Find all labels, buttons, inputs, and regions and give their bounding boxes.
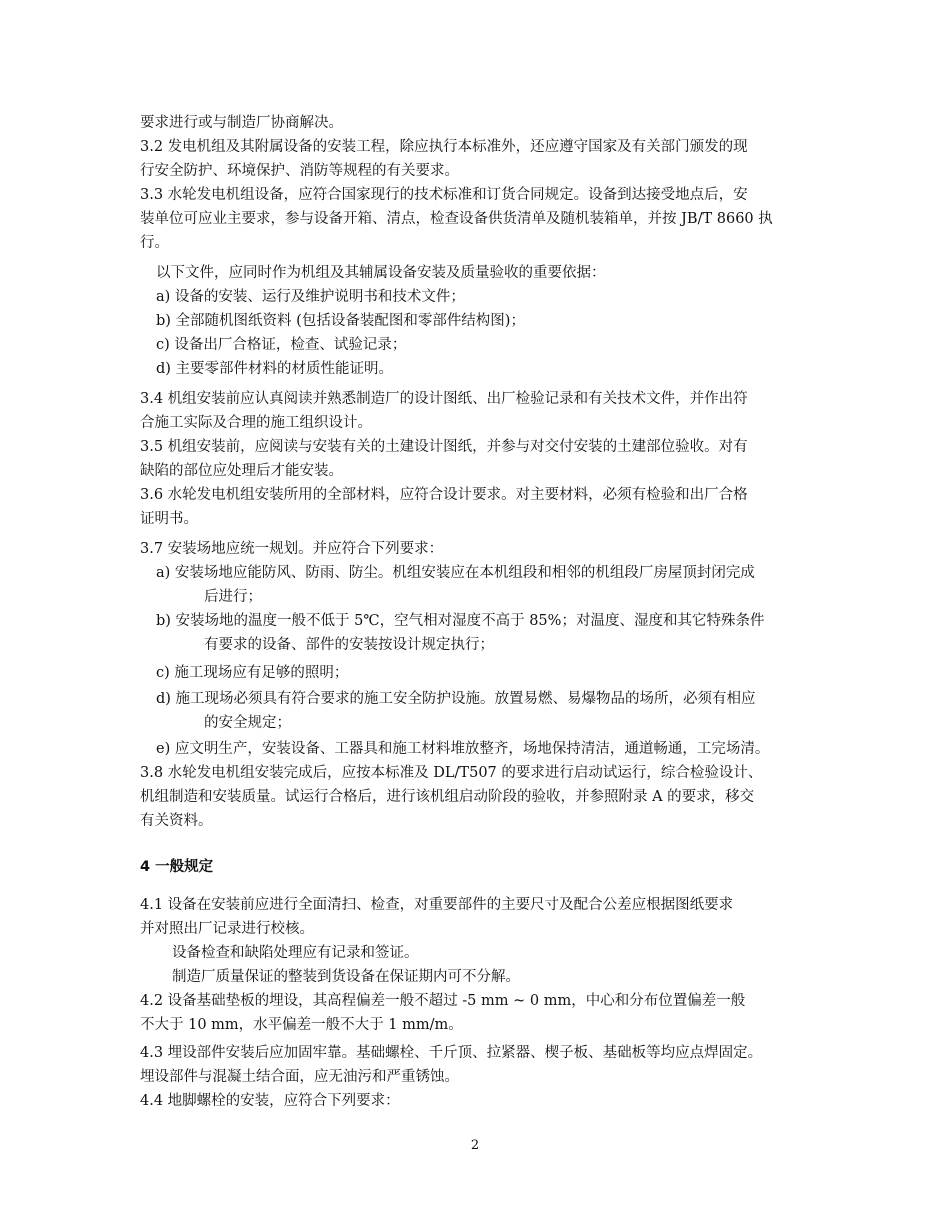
list-item: b) 全部随机图纸资料 (包括设备装配图和零部件结构图)； (156, 313, 525, 329)
text-line: 埋设部件与混凝土结合面，应无油污和严重锈蚀。 (140, 1069, 459, 1085)
clause-4-2: 4.2 设备基础垫板的埋设，其高程偏差一般不超过 -5 mm ~ 0 mm，中心和分布位置偏差一般 (140, 993, 746, 1009)
text-line: 装单位可应业主要求，参与设备开箱、清点，检查设备供货清单及随机装箱单，并按 JB/T 8660 执 (140, 211, 773, 227)
text-line: 后进行； (204, 589, 262, 605)
text-line: 证明书。 (140, 511, 198, 527)
clause-3-2: 3.2 发电机组及其附属设备的安装工程，除应执行本标准外，还应遵守国家及有关部门颁发的现 (140, 139, 748, 155)
list-item: b) 安装场地的温度一般不低于 5℃，空气相对湿度不高于 85%；对温度、湿度和其它特殊条件 (156, 613, 765, 629)
clause-3-7: 3.7 安装场地应统一规划。并应符合下列要求： (140, 541, 444, 557)
text-line: 行。 (140, 235, 169, 251)
clause-4-3: 4.3 埋设部件安装后应加固牢靠。基础螺栓、千斤顶、拉紧器、楔子板、基础板等均应点焊固定。 (140, 1045, 763, 1061)
clause-3-6: 3.6 水轮发电机组安装所用的全部材料，应符合设计要求。对主要材料，必须有检验和出厂合格 (140, 487, 748, 503)
text-line: 不大于 10 mm，水平偏差一般不大于 1 mm/m。 (140, 1017, 463, 1033)
page-number: 2 (470, 1138, 480, 1153)
text-line: 有要求的设备、部件的安装按设计规定执行； (204, 637, 494, 653)
list-item: e) 应文明生产，安装设备、工器具和施工材料堆放整齐，场地保持清洁，通道畅通，工完场清。 (156, 741, 770, 757)
text-line: 行安全防护、环境保护、消防等规程的有关要求。 (140, 163, 459, 179)
list-item: c) 施工现场应有足够的照明； (156, 665, 349, 681)
text-line: 制造厂质量保证的整装到货设备在保证期内可不分解。 (172, 969, 520, 985)
text-line: 设备检查和缺陷处理应有记录和签证。 (172, 945, 419, 961)
text-line: 以下文件，应同时作为机组及其辅属设备安装及质量验收的重要依据： (156, 265, 606, 281)
clause-3-4: 3.4 机组安装前应认真阅读并熟悉制造厂的设计图纸、出厂检验记录和有关技术文件，并作出符 (140, 391, 748, 407)
clause-4-4: 4.4 地脚螺栓的安装，应符合下列要求： (140, 1093, 400, 1109)
text-line: 合施工实际及合理的施工组织设计。 (140, 415, 372, 431)
list-item: c) 设备出厂合格证，检查、试验记录； (156, 337, 407, 353)
text-line: 并对照出厂记录进行校核。 (140, 921, 314, 937)
list-item: a) 安装场地应能防风、防雨、防尘。机组安装应在本机组段和相邻的机组段厂房屋顶封闭完成 (156, 565, 755, 581)
text-line: 缺陷的部位应处理后才能安装。 (140, 463, 343, 479)
list-item: a) 设备的安装、运行及维护说明书和技术文件； (156, 289, 465, 305)
clause-3-8: 3.8 水轮发电机组安装完成后，应按本标准及 DL/T507 的要求进行启动试运行，综合检验设计、 (140, 765, 763, 781)
clause-3-3: 3.3 水轮发电机组设备，应符合国家现行的技术标准和订货合同规定。设备到达接受地点后，安 (140, 187, 748, 203)
list-item: d) 主要零部件材料的材质性能证明。 (156, 361, 394, 377)
clause-3-5: 3.5 机组安装前，应阅读与安装有关的土建设计图纸，并参与对交付安装的土建部位验收。对有 (140, 439, 748, 455)
list-item: d) 施工现场必须具有符合要求的施工安全防护设施。放置易燃、易爆物品的场所，必须有相应 (156, 691, 756, 707)
clause-4-1: 4.1 设备在安装前应进行全面清扫、检查，对重要部件的主要尺寸及配合公差应根据图纸要求 (140, 897, 734, 913)
text-line: 要求进行或与制造厂协商解决。 (140, 115, 343, 131)
section-4-heading: 4 一般规定 (140, 859, 214, 875)
text-line: 机组制造和安装质量。试运行合格后，进行该机组启动阶段的验收，并参照附录 A 的要求，移交 (140, 789, 755, 805)
text-line: 有关资料。 (140, 813, 213, 829)
text-line: 的安全规定； (204, 715, 291, 731)
